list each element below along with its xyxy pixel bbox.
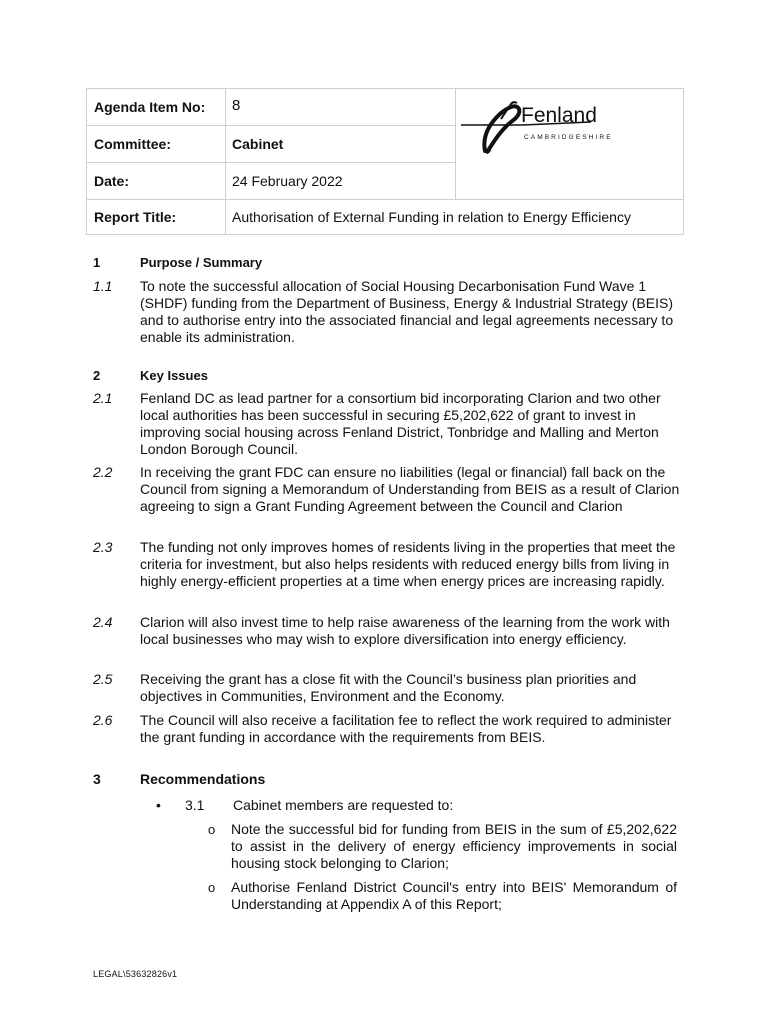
bullet-icon: •: [156, 797, 161, 813]
section-title-purpose: Purpose / Summary: [140, 255, 263, 270]
report-title-label: Report Title:: [94, 209, 177, 225]
report-header-table: [86, 88, 684, 235]
report-title-row: [87, 199, 683, 236]
item-number: 2.4: [93, 614, 113, 630]
section-number: 3: [93, 771, 101, 787]
item-text: To note the successful allocation of Social Housing Decarbonisation Fund Wave 1 (SHDF) funding from the Department of Business, Energy & Industrial Strategy (BEIS) and to authorise entry into the associated financial and legal agreements necessary to enable its administration.: [140, 278, 674, 345]
recommendation-intro: Cabinet members are requested to:: [233, 797, 454, 813]
recommendation-number: 3.1: [185, 797, 205, 813]
recommendation-sub-item: Note the successful bid for funding from BEIS in the sum of £5,202,622 to assist in the delivery of energy efficiency improvements in social housing stock belonging to Clarion;: [231, 821, 677, 871]
column-divider: [225, 89, 226, 235]
section-number: 2: [93, 368, 101, 383]
fenland-logo: [455, 89, 684, 199]
date-label: Date:: [94, 173, 130, 189]
item-number: 2.2: [93, 464, 113, 480]
recommendation-sub-item: Authorise Fenland District Council's entry into BEIS' Memorandum of Understanding at Appendix A of this Report;: [231, 879, 677, 912]
agenda-value: 8: [232, 97, 241, 114]
logo-subtitle: CAMBRIDGESHIRE: [524, 134, 613, 141]
item-number: 2.6: [93, 712, 113, 728]
document-reference: LEGAL\53632826v1: [93, 969, 178, 979]
item-number: 2.3: [93, 539, 113, 555]
fenland-logo-mark-icon: [455, 89, 684, 199]
committee-label: Committee:: [94, 136, 172, 152]
item-number: 2.5: [93, 671, 113, 687]
committee-row: [87, 126, 455, 163]
section-title-key-issues: Key Issues: [140, 368, 208, 383]
report-title-value: Authorisation of External Funding in relation to Energy Efficiency: [232, 209, 631, 225]
section-number: 1: [93, 255, 101, 270]
item-text: Fenland DC as lead partner for a consortium bid incorporating Clarion and two other local authorities has been successful in securing £5,202,622 of grant to invest in improving social housing across Fenland District, Tonbridge and Malling and Merton London Borough Council.: [140, 390, 661, 457]
agenda-row: [87, 89, 455, 126]
item-text: In receiving the grant FDC can ensure no liabilities (legal or financial) fall back on the Council from signing a Memorandum of Understanding from BEIS as a result of Clarion agreeing to sign a Grant Funding Agreement between the Council and Clarion: [140, 464, 680, 514]
item-text: Receiving the grant has a close fit with the Council’s business plan priorities and objectives in Communities, Environment and the Economy.: [140, 671, 637, 704]
sub-bullet-icon: o: [208, 880, 216, 895]
item-number: 1.1: [93, 278, 113, 294]
item-text: Clarion will also invest time to help raise awareness of the learning from the work with local businesses who may wish to explore diversification into energy efficiency.: [140, 614, 670, 647]
item-text: The Council will also receive a facilitation fee to reflect the work required to administer the grant funding in accordance with the requirements from BEIS.: [140, 712, 672, 745]
date-value: 24 February 2022: [232, 173, 343, 189]
committee-value: Cabinet: [232, 136, 284, 152]
sub-bullet-icon: o: [208, 822, 216, 837]
agenda-label: Agenda Item No:: [94, 99, 206, 115]
item-text: The funding not only improves homes of residents living in the properties that meet the criteria for investment, but also helps residents with reduced energy bills from living in highly energy-efficient properties at a time when energy prices are increasing rapidly.: [140, 539, 676, 589]
logo-wordmark: Fenland: [521, 104, 597, 127]
section-title-recommendations: Recommendations: [140, 771, 266, 787]
item-number: 2.1: [93, 390, 113, 406]
